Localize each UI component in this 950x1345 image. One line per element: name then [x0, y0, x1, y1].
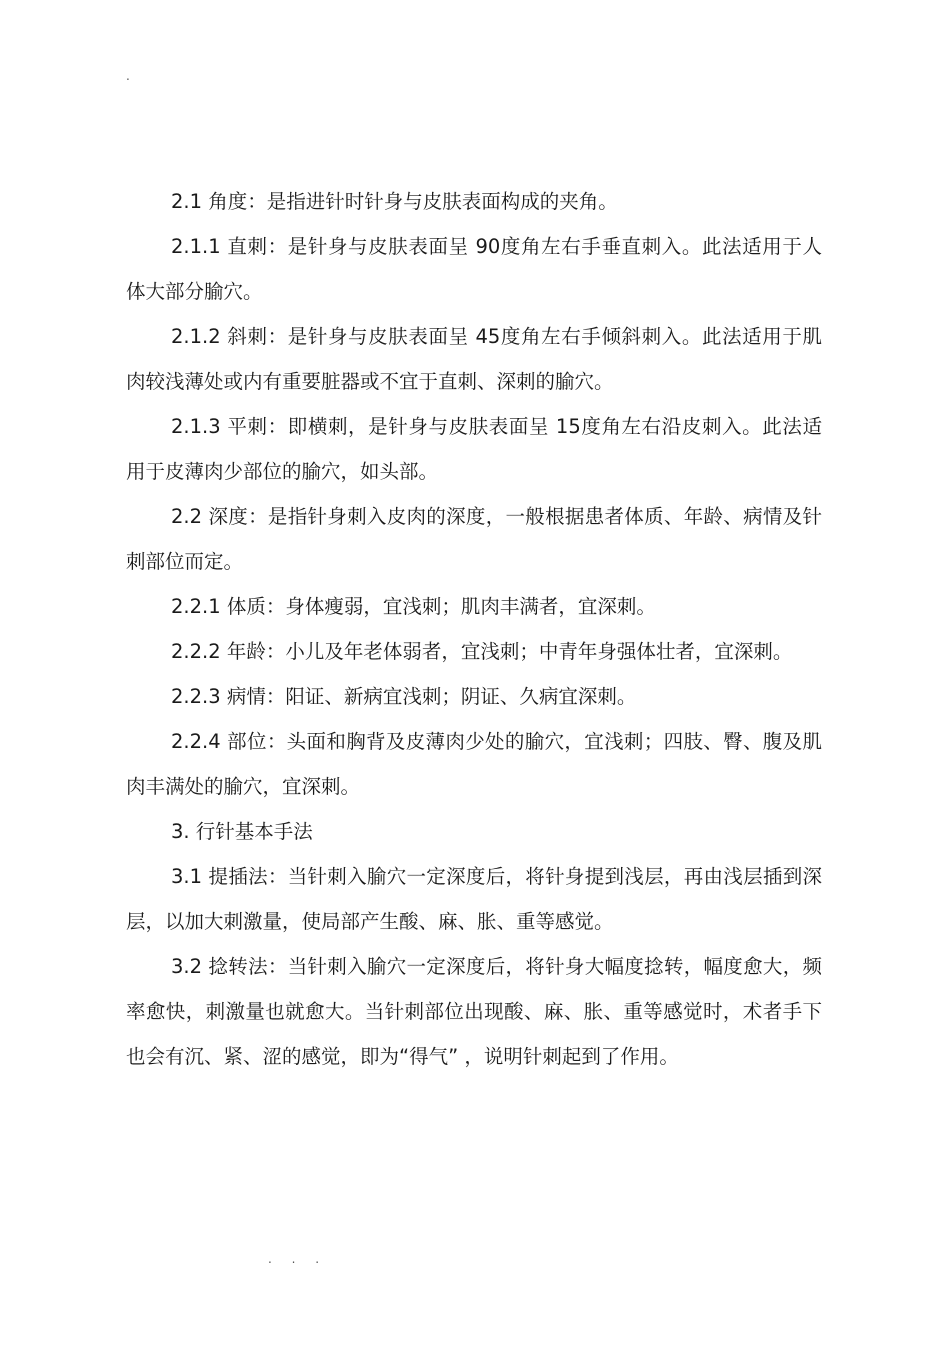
section-heading-3: 3. 行针基本手法	[171, 820, 313, 843]
paragraph-3-1: 3.1 提插法：当针刺入腧穴一定深度后，将针身提到浅层，再由浅层插到深层，以加大刺激量，使局部产生酸、麻、胀、重等感觉。	[126, 865, 822, 933]
paragraph-2-2-1: 2.2.1 体质：身体瘦弱，宜浅刺；肌肉丰满者，宜深刺。	[171, 595, 656, 618]
paragraph-2-1-1: 2.1.1 直刺：是针身与皮肤表面呈 90度角左右手垂直刺入。此法适用于人体大部分腧穴。	[126, 235, 822, 303]
paragraph-2-2-4: 2.2.4 部位：头面和胸背及皮薄肉少处的腧穴，宜浅刺；四肢、臀、腹及肌肉丰满处的腧穴，宜深刺。	[126, 730, 822, 798]
paragraph-3-2: 3.2 捻转法：当针刺入腧穴一定深度后，将针身大幅度捻转，幅度愈大，频率愈快，刺激量也就愈大。当针刺部位出现酸、麻、胀、重等感觉时，术者手下也会有沉、紧、涩的感觉，即为“得气” ，说明针刺起到了作用。	[126, 955, 822, 1068]
document-body	[126, 179, 822, 1079]
paragraph-2-2-3: 2.2.3 病情：阳证、新病宜浅刺；阴证、久病宜深刺。	[171, 685, 637, 708]
paragraph-2-1: 2.1 角度：是指进针时针身与皮肤表面构成的夹角。	[171, 190, 618, 213]
paragraph-2-1-2: 2.1.2 斜刺：是针身与皮肤表面呈 45度角左右手倾斜刺入。此法适用于肌肉较浅薄处或内有重要脏器或不宜于直刺、深刺的腧穴。	[126, 325, 822, 393]
corner-mark: .	[126, 69, 130, 83]
paragraph-2-2: 2.2 深度：是指针身刺入皮肉的深度，一般根据患者体质、年龄、病情及针刺部位而定。	[126, 505, 822, 573]
footer-mark: . . .	[268, 1252, 328, 1266]
paragraph-2-1-3: 2.1.3 平刺：即横刺，是针身与皮肤表面呈 15度角左右沿皮刺入。此法适用于皮薄肉少部位的腧穴，如头部。	[126, 415, 822, 483]
paragraph-2-2-2: 2.2.2 年龄：小儿及年老体弱者，宜浅刺；中青年身强体壮者，宜深刺。	[171, 640, 793, 663]
